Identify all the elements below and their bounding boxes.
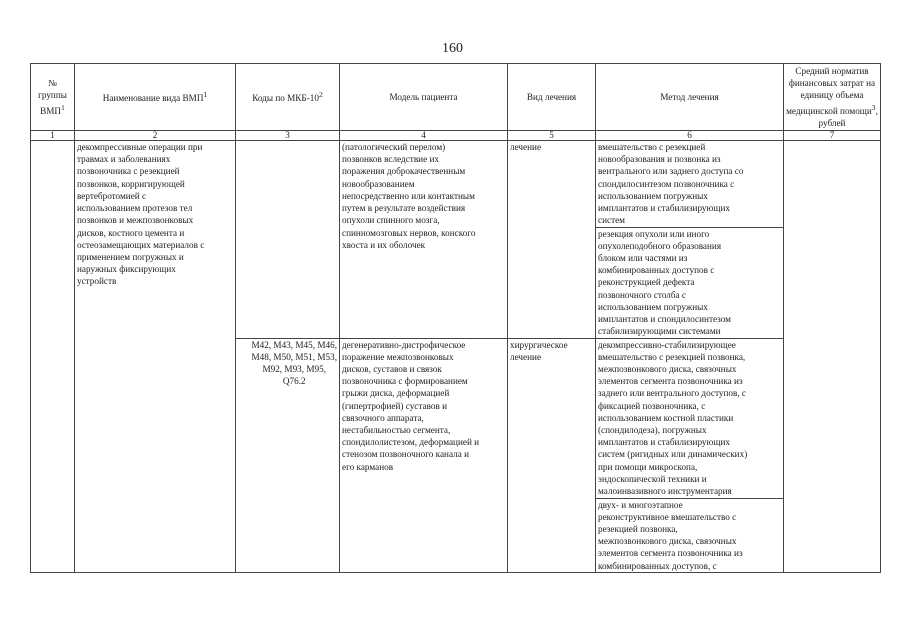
- header-treatment-type: Вид лечения: [508, 64, 596, 131]
- patient-model-cell: (патологический перелом) позвонков вследствие их поражения доброкачественным новообразованием непосредственно или контактным путем в результате воздействия опухоли спинного мозга, спинномозговых нервов, конского хвоста и их оболочек: [340, 141, 508, 338]
- header-treatment-method: Метод лечения: [596, 64, 784, 131]
- vmp-name-cell: декомпрессивные операции при травмах и заболеваниях позвоночника с резекцией позвонков, корригирующей вертебротомией с использованием протезов тел позвонков и межпозвонковых дисков, костного цемента и остеозамещающих материалов с применением погружных и наружных фиксирующих устройств: [75, 141, 236, 573]
- patient-model-cell: дегенеративно-дистрофическое поражение межпозвонковых дисков, суставов и связок позвоночника с формированием грыжи диска, деформацией (гипертрофией) суставов и связочного аппарата, нестабильностью сегмента, спондилолистезом, деформацией и стенозом позвоночного канала и его карманов: [340, 338, 508, 572]
- icd-codes-cell: [236, 141, 340, 338]
- header-cost-norm: Средний норматив финансовых затрат на единицу объема медицинской помощи$^3$, рублей: [784, 64, 881, 131]
- treatment-method-cell: вмешательство с резекцией новообразования и позвонка из вентрального или заднего доступа со спондилосинтезом позвоночника с использованием погружных имплантатов и стабилизирующих систем: [596, 141, 784, 227]
- column-number: 3: [236, 131, 340, 141]
- cost-norm-cell: [784, 141, 881, 573]
- column-number-row: [31, 131, 881, 141]
- column-number: 2: [75, 131, 236, 141]
- icd-codes-cell: [236, 338, 340, 572]
- group-number-cell: [31, 141, 75, 573]
- header-icd-codes: Коды по МКБ-$10^2$: [236, 64, 340, 131]
- column-number: 4: [340, 131, 508, 141]
- header-patient-model: Модель пациента: [340, 64, 508, 131]
- column-number: 5: [508, 131, 596, 141]
- treatment-method-cell: декомпрессивно-стабилизирующее вмешательство с резекцией позвонка, межпозвонкового диска, связочных элементов сегмента позвоночника из заднего или вентрального доступов, с фиксацией позвоночника, с использованием костной пластики (спондилодеза), погружных имплантатов и стабилизирующих систем (ригидных или динамических) при помощи микроскопа, эндоскопической техники и малоинвазивного инструментария: [596, 338, 784, 498]
- treatment-method-cell: резекция опухоли или иного опухолеподобного образования блоком или частями из комбинированных доступов с реконструкцией дефекта позвоночного столба с использованием погружных имплантатов и спондилосинтезом стабилизирующими системами: [596, 227, 784, 338]
- header-row: [31, 64, 881, 131]
- vmp-table: [30, 63, 881, 573]
- table-row: [31, 141, 881, 227]
- treatment-method-cell: двух- и многоэтапное реконструктивное вмешательство с резекцией позвонка, межпозвонкового диска, связочных элементов сегмента позвоночника из комбинированных доступов, с: [596, 498, 784, 572]
- treatment-type-cell: лечение: [508, 141, 596, 338]
- header-group-number: № группы ВМП$^1$: [31, 64, 75, 131]
- header-vmp-name: Наименование вида ВМП$^1$: [75, 64, 236, 131]
- page-number: 160: [442, 41, 463, 56]
- column-number: 1: [31, 131, 75, 141]
- column-number: 7: [784, 131, 881, 141]
- column-number: 6: [596, 131, 784, 141]
- icd-codes-text: M42, M43, M45, M46, M48, M50, M51, M53, M92, M93, M95, Q76.2: [251, 339, 337, 387]
- treatment-type-cell: хирургическое лечение: [508, 338, 596, 572]
